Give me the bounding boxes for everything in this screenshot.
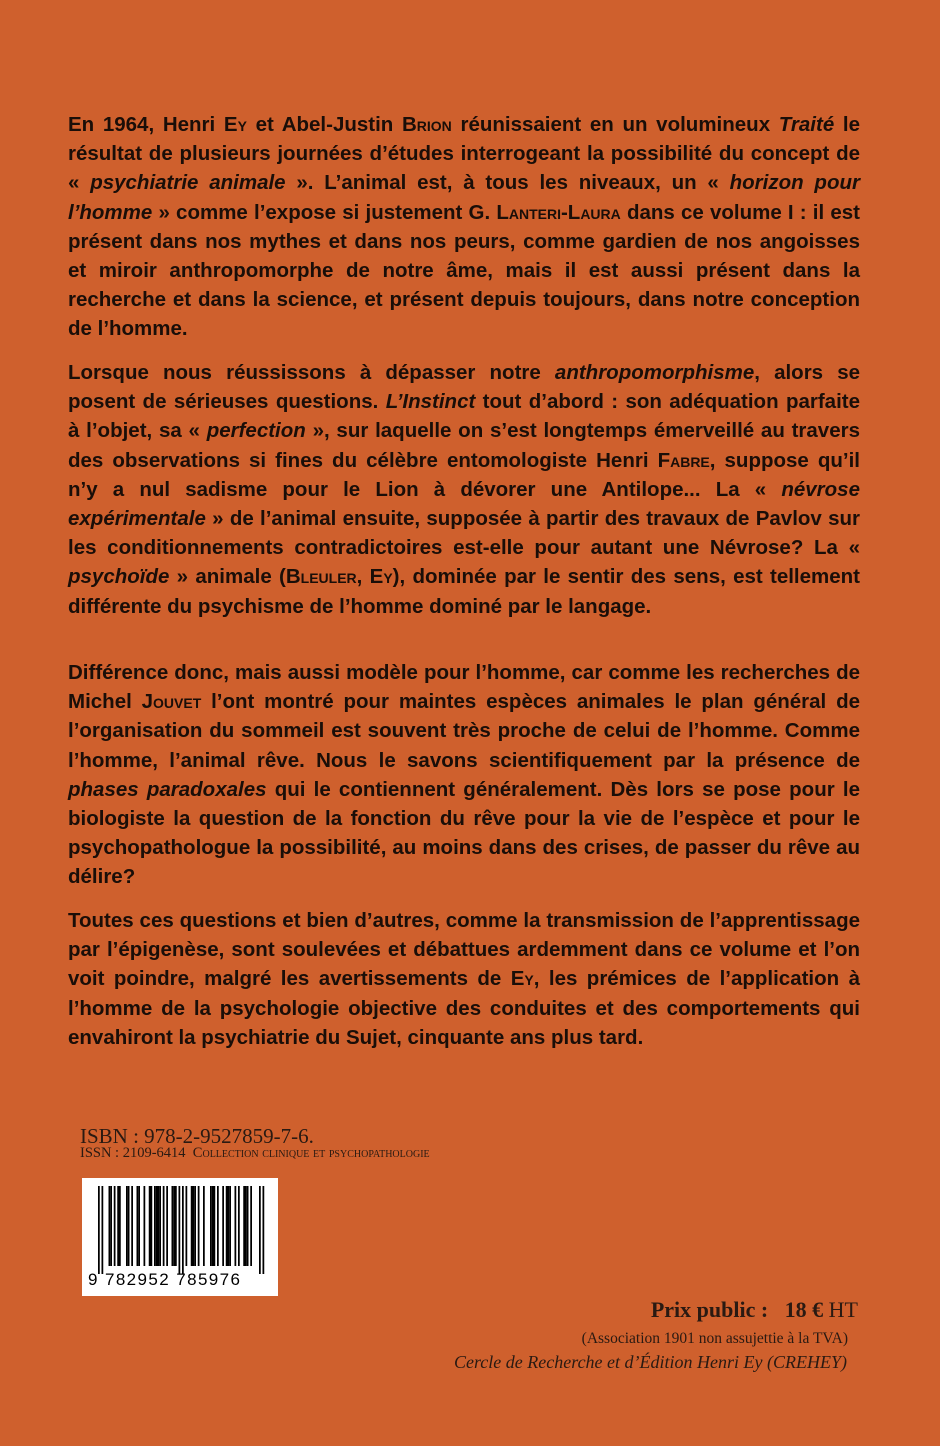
text: le résultat de plusieurs journées d’études interrogeant la possibilité du concept de « — [68, 113, 860, 195]
barcode-bar — [210, 1186, 212, 1266]
barcode-bar — [226, 1186, 228, 1266]
author-name: Ey — [510, 967, 534, 991]
paragraph-1 — [68, 110, 860, 344]
barcode-bar — [126, 1186, 128, 1266]
text: En 1964, Henri — [68, 113, 224, 136]
text: » animale ( — [169, 565, 286, 589]
barcode-bar — [109, 1186, 111, 1266]
barcode-bar — [149, 1186, 151, 1266]
text: tout d’abord : son adéquation parfaite à l’objet, sa « — [68, 390, 861, 443]
barcode-bar — [238, 1186, 240, 1266]
italic-term: névrose expérimentale — [68, 477, 860, 531]
barcode-bar — [235, 1186, 237, 1266]
text: Toutes ces questions et bien d’autres, comme la transmission de l’apprentissage par l’épigenèse, sont soulevées et débattues ardemment dans ce volume et l’on voit poindre, malgré les avertissements de — [68, 909, 860, 991]
author-name: Fabre — [657, 448, 710, 472]
italic-term: psychoïde — [68, 565, 170, 589]
text: , — [356, 565, 370, 589]
barcode-bar — [137, 1186, 139, 1266]
barcode — [82, 1178, 278, 1296]
barcode-bar — [102, 1186, 104, 1274]
italic-term: phases paradoxales — [68, 777, 267, 801]
text: ), dominée par le sentir des sens, est tellement différente du psychisme de l’homme dominé par le langage. — [68, 565, 860, 618]
barcode-bar — [247, 1186, 249, 1266]
barcode-bar — [182, 1186, 184, 1274]
barcode-bar — [119, 1186, 121, 1266]
paragraph-4 — [68, 906, 860, 1052]
italic-term: perfection — [206, 419, 306, 443]
barcode-bar — [179, 1186, 181, 1274]
text: , suppose qu’il n’y a nul sadisme pour le Lion à dévorer une Antilope... La « — [68, 448, 860, 501]
italic-term: psychiatrie animale — [90, 171, 286, 195]
author-name: Brion — [401, 113, 452, 136]
price-amount: 18 € — [784, 1297, 824, 1322]
barcode-bar — [138, 1186, 140, 1266]
text: Différence donc, mais aussi modèle pour l’homme, car comme les recherches de Michel — [68, 661, 860, 714]
barcode-bar — [117, 1186, 119, 1266]
author-name: Bleuler — [285, 565, 357, 589]
author-name: Jouvet — [141, 690, 202, 714]
barcode-bar — [222, 1186, 224, 1266]
text: l’ont montré pour maintes espèces animales le plan général de l’organisation du sommeil est souvent très proche de celui de l’homme. Comme l’homme, l’animal rêve. Nous le savons scientifiquement par la présence de — [68, 690, 860, 772]
barcode-bar — [214, 1186, 216, 1266]
publisher-name: Cercle de Recherche et d’Édition Henri Ey (CREHEY) — [453, 1352, 847, 1372]
barcode-bar — [173, 1186, 175, 1266]
barcode-bar — [175, 1186, 177, 1266]
barcode-bar — [243, 1186, 245, 1266]
barcode-bar — [186, 1186, 188, 1266]
barcode-bar — [154, 1186, 156, 1266]
issn-line — [80, 1145, 430, 1162]
association-note: (Association 1901 non assujettie à la TVA) — [581, 1330, 848, 1347]
text: » comme l’expose si justement G. — [152, 200, 497, 224]
issn-number: ISSN : 2109-6414 — [80, 1145, 186, 1161]
barcode-bar — [212, 1186, 214, 1266]
barcode-bar — [128, 1186, 130, 1266]
barcode-bar — [114, 1186, 116, 1266]
price-line — [651, 1297, 858, 1323]
text: », sur laquelle on s’est longtemps émerveillé au travers des observations si fines du célèbre entomologiste Henri — [68, 419, 860, 472]
text: et Abel-Justin — [246, 113, 402, 136]
barcode-digits: 9 782952 785976 — [88, 1270, 242, 1289]
text: Lorsque nous réussissons à dépasser notre — [68, 361, 555, 384]
barcode-bar — [259, 1186, 261, 1274]
barcode-bar — [193, 1186, 195, 1266]
italic-term: anthropomorphisme — [554, 361, 755, 384]
barcode-bar — [245, 1186, 247, 1266]
barcode-bar — [198, 1186, 200, 1266]
text: dans ce volume I : il est présent dans nos mythes et dans nos peurs, comme gardien de nos angoisses et miroir anthropomorphe de notre âme, mais il est aussi présent dans la recherche et dans la science, et présent depuis toujours, dans notre conception de l’homme. — [68, 200, 860, 341]
paragraph-2 — [68, 358, 860, 621]
barcode-bar — [194, 1186, 196, 1266]
price-suffix: HT — [828, 1297, 858, 1322]
italic-term: horizon pour l’homme — [68, 171, 860, 224]
barcode-bar — [250, 1186, 252, 1266]
barcode-bar — [156, 1186, 158, 1266]
isbn-line: ISBN : 978-2-9527859-7-6. — [80, 1124, 314, 1148]
barcode-bar — [151, 1186, 153, 1266]
author-name: Lanteri-Laura — [496, 200, 621, 224]
text: , alors se posent de sérieuses questions. — [68, 361, 860, 414]
italic-term: Traité — [778, 113, 835, 136]
barcode-bar — [159, 1186, 161, 1266]
barcode-bar — [228, 1186, 230, 1266]
price-label: Prix public : — [650, 1297, 769, 1322]
barcode-bar — [166, 1186, 168, 1266]
barcode-bar — [98, 1186, 100, 1274]
text: » de l’animal ensuite, supposée à partir des travaux de Pavlov sur les conditionnements contradictoires est-elle pour autant une Névrose? La « — [68, 507, 860, 560]
italic-term: L’Instinct — [385, 390, 476, 414]
barcode-bar — [217, 1186, 219, 1266]
barcode-bar — [172, 1186, 174, 1266]
barcode-bar — [203, 1186, 205, 1266]
text: ». L’animal est, à tous les niveaux, un « — [285, 171, 730, 195]
paragraph-3 — [68, 658, 860, 892]
barcode-bar — [163, 1186, 165, 1266]
text: , les prémices de l’application à l’homme de la psychologie objective des conduites et des comportements qui envahiront la psychiatrie du Sujet, cinquante ans plus tard. — [68, 967, 860, 1049]
barcode-bar — [131, 1186, 133, 1266]
author-name: Ey — [369, 565, 393, 589]
text: qui le contiennent généralement. Dès lors se pose pour le biologiste la question de la fonction du rêve pour la vie de l’espèce et pour le psychopathologue la possibilité, au moins dans des crises, de passer du rêve au délire? — [68, 777, 860, 889]
barcode-bar — [191, 1186, 193, 1266]
barcode-bar — [263, 1186, 265, 1274]
collection-name: Collection clinique et psychopathologie — [192, 1145, 430, 1161]
barcode-bar — [144, 1186, 146, 1266]
author-name: Ey — [223, 113, 247, 136]
barcode-bar — [229, 1186, 231, 1266]
barcode-bar — [110, 1186, 112, 1266]
text: réunissaient en un volumineux — [451, 113, 779, 136]
barcode-bar — [158, 1186, 160, 1266]
